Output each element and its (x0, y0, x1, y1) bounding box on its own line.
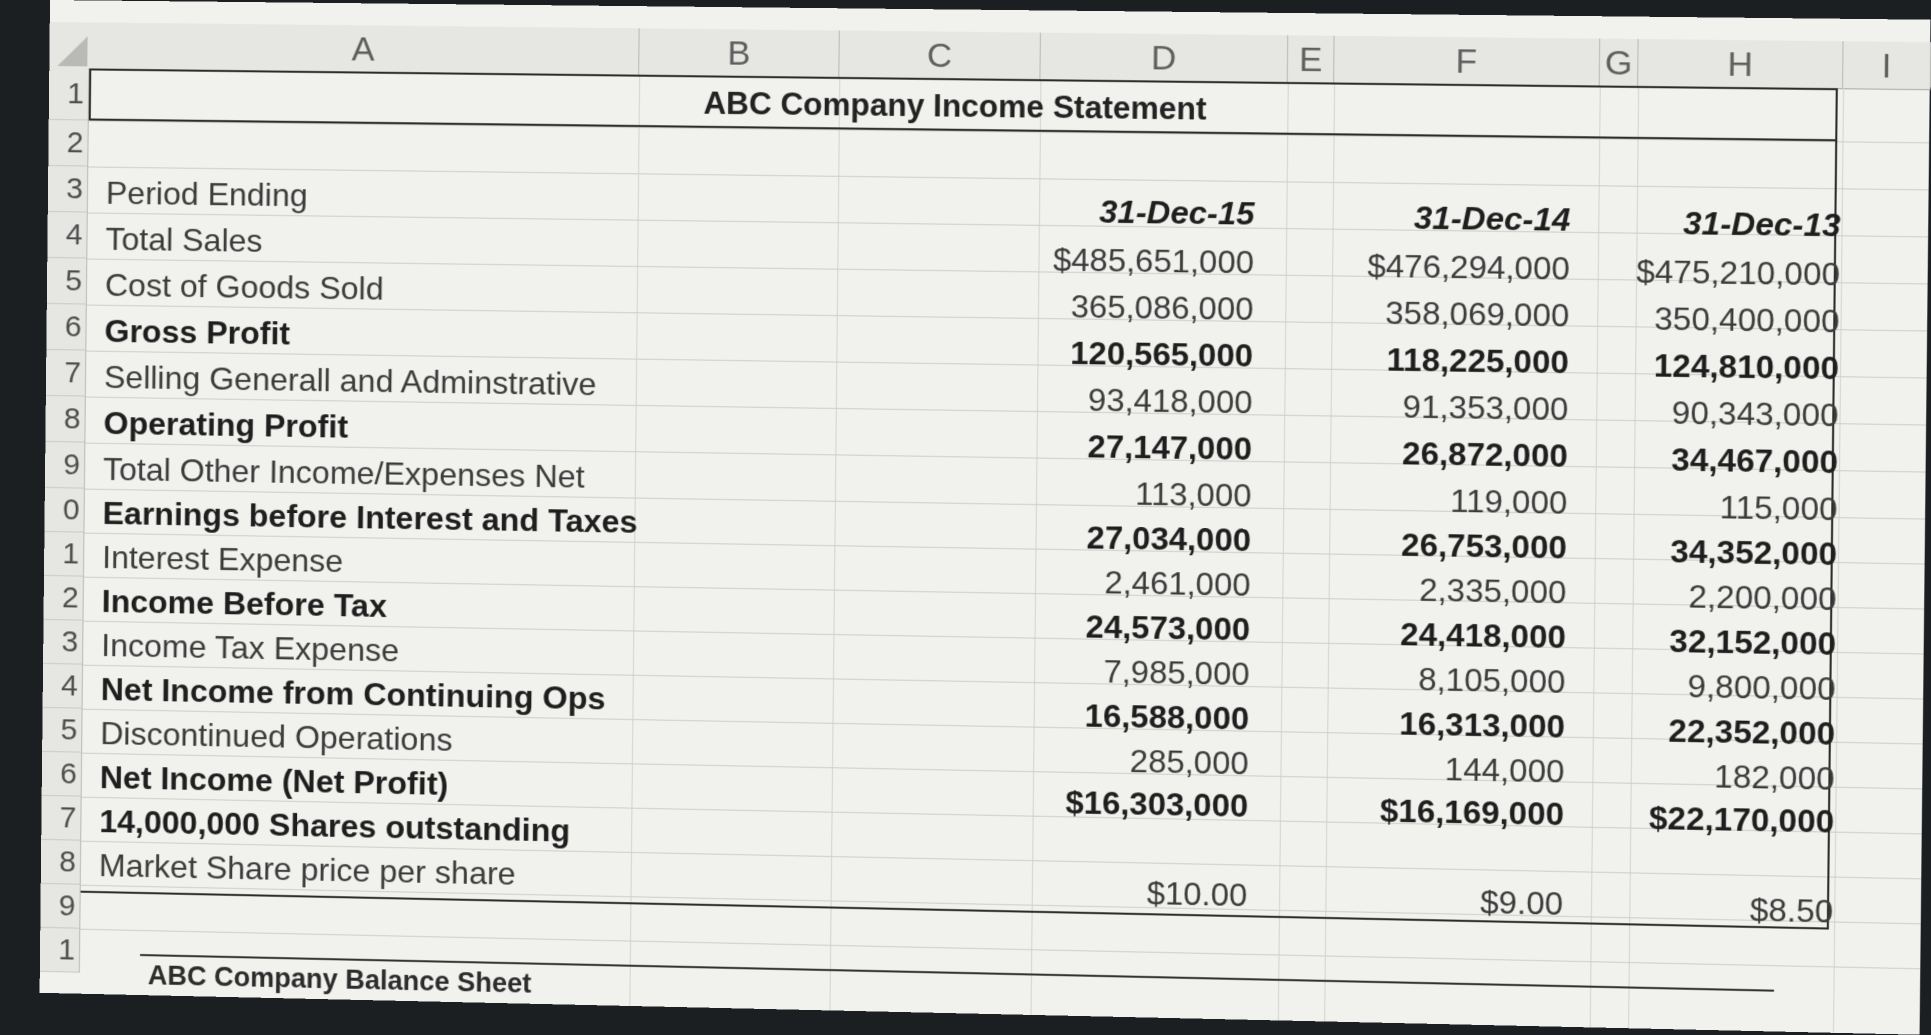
row-label[interactable]: Selling Generall and Adminstrative (103, 358, 597, 403)
row-header-17[interactable]: 7 (41, 796, 81, 841)
balance-sheet-title[interactable]: ABC Company Balance Sheet (147, 960, 532, 999)
column-header-f[interactable]: F (1334, 36, 1600, 87)
cell-f[interactable]: $9.00 (1479, 883, 1564, 922)
cell-d[interactable]: 27,034,000 (1086, 519, 1252, 559)
column-header-b[interactable]: B (639, 28, 840, 78)
cell-f[interactable]: 118,225,000 (1386, 341, 1570, 381)
row-label[interactable]: Income Before Tax (101, 582, 388, 625)
row-label[interactable]: Total Other Income/Expenses Net (102, 450, 585, 495)
row-label[interactable]: Interest Expense (102, 538, 344, 580)
cell-d[interactable]: 2,461,000 (1104, 563, 1251, 603)
select-all-corner[interactable] (49, 22, 90, 69)
period-d[interactable]: 31-Dec-15 (1099, 193, 1255, 232)
cell-h[interactable]: 22,352,000 (1668, 712, 1836, 752)
row-label[interactable]: Net Income (Net Profit) (99, 759, 449, 802)
cell-f[interactable]: 8,105,000 (1417, 660, 1566, 701)
column-header-c[interactable]: C (839, 30, 1041, 80)
cell-f[interactable]: 358,069,000 (1385, 294, 1570, 334)
cell-h[interactable]: $475,210,000 (1636, 253, 1841, 293)
cell-d[interactable]: 365,086,000 (1070, 288, 1254, 328)
cell-h[interactable]: 2,200,000 (1688, 577, 1837, 618)
cell-h[interactable]: 32,152,000 (1669, 622, 1837, 663)
income-statement-title[interactable]: ABC Company Income Statement (89, 68, 1838, 141)
row-label[interactable]: Net Income from Continuing Ops (100, 670, 606, 717)
row-header-5[interactable]: 5 (47, 258, 87, 305)
period-f[interactable]: 31-Dec-14 (1413, 199, 1571, 238)
row-label[interactable]: Earnings before Interest and Taxes (102, 494, 638, 540)
row-label[interactable]: Income Tax Expense (101, 626, 400, 669)
row-header-2[interactable]: 2 (48, 120, 88, 166)
row-label[interactable]: Market Share price per share (98, 847, 516, 892)
cell-d[interactable]: $16,303,000 (1065, 783, 1249, 825)
cell-h[interactable]: 9,800,000 (1687, 667, 1836, 708)
cell-f[interactable]: 16,313,000 (1399, 705, 1566, 745)
row-header-13[interactable]: 3 (43, 620, 83, 665)
row-header-7[interactable]: 7 (46, 350, 86, 397)
cell-h[interactable]: 90,343,000 (1671, 394, 1839, 434)
cell-d[interactable]: 93,418,000 (1087, 381, 1253, 421)
cell-f[interactable]: $16,169,000 (1379, 792, 1565, 833)
column-header-g[interactable]: G (1600, 39, 1639, 87)
cell-f[interactable]: 26,753,000 (1401, 526, 1568, 566)
row-header-9[interactable]: 9 (45, 442, 85, 489)
cell-h[interactable]: 34,467,000 (1671, 441, 1839, 481)
row-label[interactable]: 14,000,000 Shares outstanding (99, 803, 571, 849)
row-header-20[interactable]: 1 (40, 928, 80, 973)
cell-f[interactable]: $476,294,000 (1367, 247, 1571, 287)
cell-f[interactable]: 26,872,000 (1402, 434, 1569, 475)
period-ending-label[interactable]: Period Ending (105, 174, 308, 214)
cell-d[interactable]: 7,985,000 (1103, 653, 1250, 693)
cell-f[interactable]: 91,353,000 (1402, 388, 1569, 428)
period-h[interactable]: 31-Dec-13 (1682, 204, 1841, 244)
cell-d[interactable]: 16,588,000 (1084, 697, 1250, 737)
row-label[interactable]: Total Sales (105, 220, 263, 259)
row-header-8[interactable]: 8 (45, 396, 85, 443)
cell-d[interactable]: 113,000 (1134, 475, 1252, 514)
row-label[interactable]: Cost of Goods Sold (104, 266, 384, 307)
cell-h[interactable]: 34,352,000 (1670, 532, 1838, 573)
cell-f[interactable]: 119,000 (1449, 482, 1568, 521)
row-header-14[interactable]: 4 (43, 664, 83, 709)
row-header-18[interactable]: 8 (41, 840, 81, 885)
row-header-10[interactable]: 0 (44, 488, 84, 533)
row-header-6[interactable]: 6 (46, 304, 86, 351)
cell-d[interactable]: 27,147,000 (1087, 427, 1253, 468)
row-label[interactable]: Operating Profit (103, 404, 349, 445)
column-header-d[interactable]: D (1040, 33, 1288, 83)
cell-d[interactable]: 24,573,000 (1085, 608, 1251, 648)
row-header-3[interactable]: 3 (48, 166, 88, 213)
row-header-1[interactable]: 1 (49, 68, 90, 120)
cell-f[interactable]: 144,000 (1444, 750, 1565, 790)
row-header-12[interactable]: 2 (44, 576, 84, 621)
cell-f[interactable]: 2,335,000 (1418, 571, 1567, 611)
spreadsheet (40, 0, 1931, 1035)
row-header-11[interactable]: 1 (44, 532, 84, 577)
row-header-16[interactable]: 6 (42, 752, 82, 797)
column-header-h[interactable]: H (1638, 39, 1843, 89)
cell-h[interactable]: 124,810,000 (1653, 347, 1840, 387)
row-header-19[interactable]: 9 (40, 884, 80, 929)
row-header-4[interactable]: 4 (47, 212, 87, 259)
cell-h[interactable]: 115,000 (1719, 488, 1838, 528)
cell-d[interactable]: $10.00 (1146, 874, 1248, 914)
cell-d[interactable]: $485,651,000 (1052, 241, 1255, 281)
cell-f[interactable]: 24,418,000 (1400, 615, 1567, 656)
column-header-e[interactable]: E (1288, 35, 1335, 83)
row-header-15[interactable]: 5 (42, 708, 82, 753)
row-label[interactable]: Discontinued Operations (100, 714, 453, 758)
cell-h[interactable]: 350,400,000 (1654, 300, 1840, 340)
cell-h[interactable]: $8.50 (1749, 891, 1834, 930)
column-header-a[interactable]: A (89, 22, 639, 75)
row-label[interactable]: Gross Profit (104, 312, 291, 352)
cell-d[interactable]: 285,000 (1129, 742, 1249, 782)
column-header-i[interactable]: I (1843, 41, 1931, 90)
cell-d[interactable]: 120,565,000 (1070, 334, 1254, 374)
cell-h[interactable]: 182,000 (1714, 757, 1835, 797)
cell-h[interactable]: $22,170,000 (1648, 799, 1835, 840)
